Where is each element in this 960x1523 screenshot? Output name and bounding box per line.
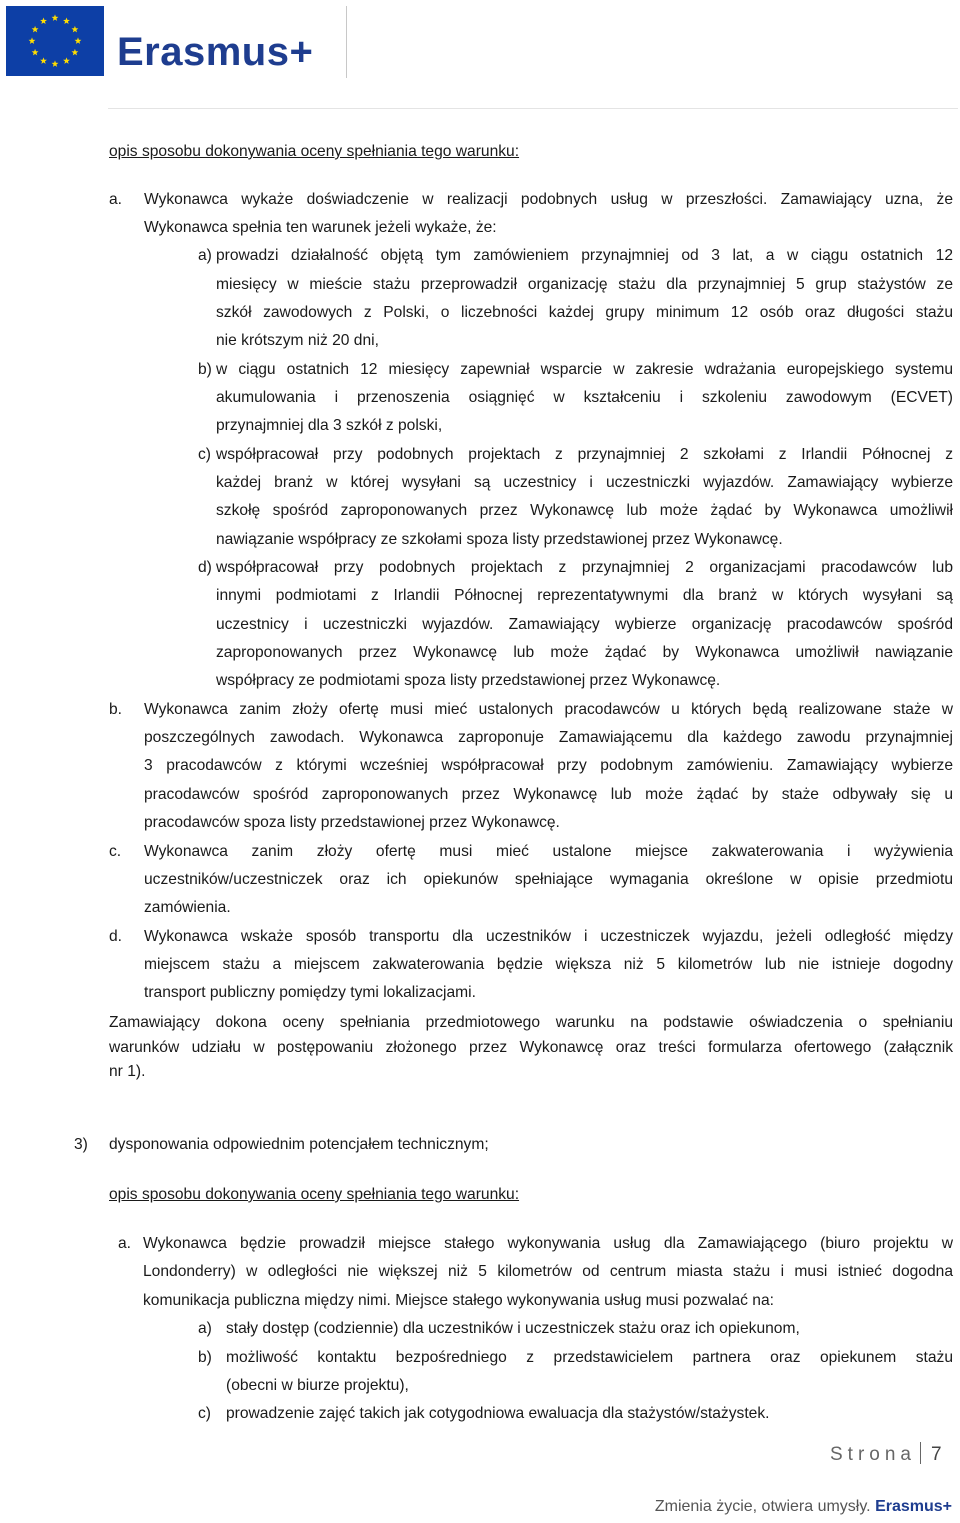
eu-star-icon	[52, 60, 59, 67]
eu-star-icon	[71, 49, 78, 56]
footer-slogan	[655, 1498, 952, 1516]
list-item-line: miejscem stażu a miejscem zakwaterowania będzie większa niż 5 kilometrów lub nie istnieje dogodny	[144, 956, 953, 973]
sublist-item-line: szkołę spośród zaproponowanych przez Wykonawcę lub może żądać by Wykonawca umożliwił	[216, 502, 953, 519]
list-item-line: Wykonawca wykaże doświadczenie w realizacji podobnych usług w przeszłości. Zamawiający uzna, że	[144, 191, 953, 208]
sublist-item-line: prowadzi działalność objętą tym zamówieniem przynajmniej od 3 lat, a w ciągu ostatnich 12	[216, 247, 953, 264]
list-item-line: Wykonawca będzie prowadził miejsce stałego wykonywania usług dla Zamawiającego (biuro projektu w	[143, 1235, 953, 1252]
list-item-line: Londonderry) w odległości nie większej niż 5 kilometrów od centrum miasta stażu i musi istnieć dogodna	[143, 1263, 953, 1280]
sublist-item-line: możliwość kontaktu bezpośredniego z przedstawicielem partnera oraz opiekunem stażu	[226, 1349, 953, 1366]
list-item-line: transport publiczny pomiędzy tymi lokalizacjami.	[144, 984, 476, 1001]
page-number-divider	[920, 1442, 921, 1464]
summary-line: warunków udziału w postępowaniu złożonego przez Wykonawcę oraz treści formularza ofertowego (załącznik	[109, 1039, 953, 1056]
summary-line: nr 1).	[109, 1063, 146, 1080]
sublist-marker: d)	[198, 559, 212, 576]
list-marker: a.	[109, 191, 123, 208]
eu-star-icon	[32, 49, 39, 56]
eu-star-icon	[63, 57, 70, 64]
eu-star-icon	[40, 57, 47, 64]
sublist-item-line: współpracował przy podobnych projektach z przynajmniej 2 organizacjami pracodawców lub	[216, 559, 953, 576]
erasmus-logo-text: Erasmus+	[117, 30, 314, 74]
slogan-brand: Erasmus+	[875, 1498, 952, 1515]
sublist-marker: b)	[198, 1349, 212, 1366]
list-item-line: Wykonawca wskaże sposób transportu dla uczestników i uczestniczek wyjazdu, jeżeli odległość między	[144, 928, 953, 945]
sublist-item-line: akumulowania i przenoszenia osiągnięć w kształceniu i szkoleniu zawodowym (ECVET)	[216, 389, 953, 406]
list-item-line: komunikacja publiczna między nimi. Miejsce stałego wykonywania usług musi pozwalać na:	[143, 1292, 774, 1309]
sublist-item-line: miesięcy w mieście stażu przeprowadził organizację stażu dla przynajmniej 5 grup stażystów ze	[216, 276, 953, 293]
eu-star-icon	[29, 37, 36, 44]
list-marker: b.	[109, 701, 123, 718]
eu-star-icon	[75, 37, 82, 44]
sublist-marker: b)	[198, 361, 212, 378]
list-marker: c.	[109, 843, 122, 860]
eu-flag-icon	[6, 6, 104, 76]
page-header	[0, 0, 960, 110]
sublist-item-line: nawiązanie współpracy ze szkołami spoza listy przedstawionej przez Wykonawcę.	[216, 531, 783, 548]
slogan-text: Zmienia życie, otwiera umysły.	[654, 1498, 871, 1515]
list-item-line: zamówienia.	[144, 899, 231, 916]
sublist-item-line: zaproponowanych przez Wykonawcę lub może żądać by Wykonawca umożliwił nawiązanie	[216, 644, 953, 661]
eu-star-icon	[63, 17, 70, 24]
header-divider	[346, 6, 347, 78]
list-item-line: 3 pracodawców z którymi wcześniej współpracował przy podobnym zamówieniu. Zamawiający wybierze	[144, 757, 953, 774]
page-label: Strona	[830, 1444, 916, 1465]
eu-star-icon	[32, 26, 39, 33]
section-heading: opis sposobu dokonywania oceny spełniania tego warunku:	[109, 143, 520, 160]
sublist-marker: a)	[198, 1320, 212, 1337]
list-item-line: poszczególnych zawodach. Wykonawca zaproponuje Zamawiającemu dla każdego zawodu przynajmniej	[144, 729, 953, 746]
page-number-value: 7	[930, 1444, 942, 1465]
list-item-line: pracodawców spośród zaproponowanych przez Wykonawcę lub może żądać by staże odbywały się u	[144, 786, 953, 803]
header-rule	[108, 108, 958, 109]
page-number	[830, 1442, 942, 1466]
sublist-item-line: (obecni w biurze projektu),	[226, 1377, 409, 1394]
section-heading: opis sposobu dokonywania oceny spełniania tego warunku:	[109, 1186, 520, 1203]
list-item-line: Wykonawca zanim złoży ofertę musi mieć ustalonych pracodawców u których będą realizowane staże w	[144, 701, 953, 718]
sublist-marker: a)	[198, 247, 212, 264]
sublist-item-line: uczestnicy i uczestniczki wyjazdów. Zamawiający wybierze organizację pracodawców spośród	[216, 616, 953, 633]
eu-star-icon	[52, 14, 59, 21]
sublist-item-line: w ciągu ostatnich 12 miesięcy zapewniał wsparcie w zakresie wdrażania europejskiego systemu	[216, 361, 953, 378]
sublist-marker: c)	[198, 446, 211, 463]
sublist-item-line: współpracował przy podobnych projektach z przynajmniej 2 szkołami z Irlandii Północnej z	[216, 446, 953, 463]
list-item-line: uczestników/uczestniczek oraz ich opiekunów spełniające wymagania określone w opisie przedmiotu	[144, 871, 953, 888]
sublist-item-line: współpracy ze podmiotami spoza listy przedstawionej przez Wykonawcę.	[216, 672, 721, 689]
sublist-item-line: nie krótszym niż 20 dni,	[216, 332, 379, 349]
sublist-item-line: stały dostęp (codziennie) dla uczestników i uczestniczek stażu oraz ich opiekunom,	[226, 1320, 800, 1337]
sublist-item-line: każdej branż w której wysyłani są uczestnicy i uczestniczki wyjazdów. Zamawiający wybierze	[216, 474, 953, 491]
sublist-item-line: przynajmniej dla 3 szkół z polski,	[216, 417, 443, 434]
sublist-item-line: prowadzenie zajęć takich jak cotygodniowa ewaluacja dla stażystów/stażystek.	[226, 1405, 770, 1422]
eu-star-icon	[40, 17, 47, 24]
section-title: dysponowania odpowiednim potencjałem technicznym;	[109, 1136, 489, 1153]
list-item-line: Wykonawca spełnia ten warunek jeżeli wykaże, że:	[144, 219, 497, 236]
list-marker: d.	[109, 928, 123, 945]
section-marker: 3)	[74, 1136, 88, 1153]
eu-star-icon	[71, 26, 78, 33]
summary-line: Zamawiający dokona oceny spełniania przedmiotowego warunku na podstawie oświadczenia o spełnianiu	[109, 1014, 953, 1031]
sublist-marker: c)	[198, 1405, 211, 1422]
sublist-item-line: szkół zawodowych z Polski, o liczebności każdej grupy minimum 12 osób oraz długości stażu	[216, 304, 953, 321]
list-marker: a.	[118, 1235, 132, 1252]
list-item-line: Wykonawca zanim złoży ofertę musi mieć ustalone miejsce zakwaterowania i wyżywienia	[144, 843, 953, 860]
sublist-item-line: innymi podmiotami z Irlandii Północnej reprezentatywnymi dla branż w których wysyłani są	[216, 587, 953, 604]
list-item-line: pracodawców spoza listy przedstawionej przez Wykonawcę.	[144, 814, 560, 831]
